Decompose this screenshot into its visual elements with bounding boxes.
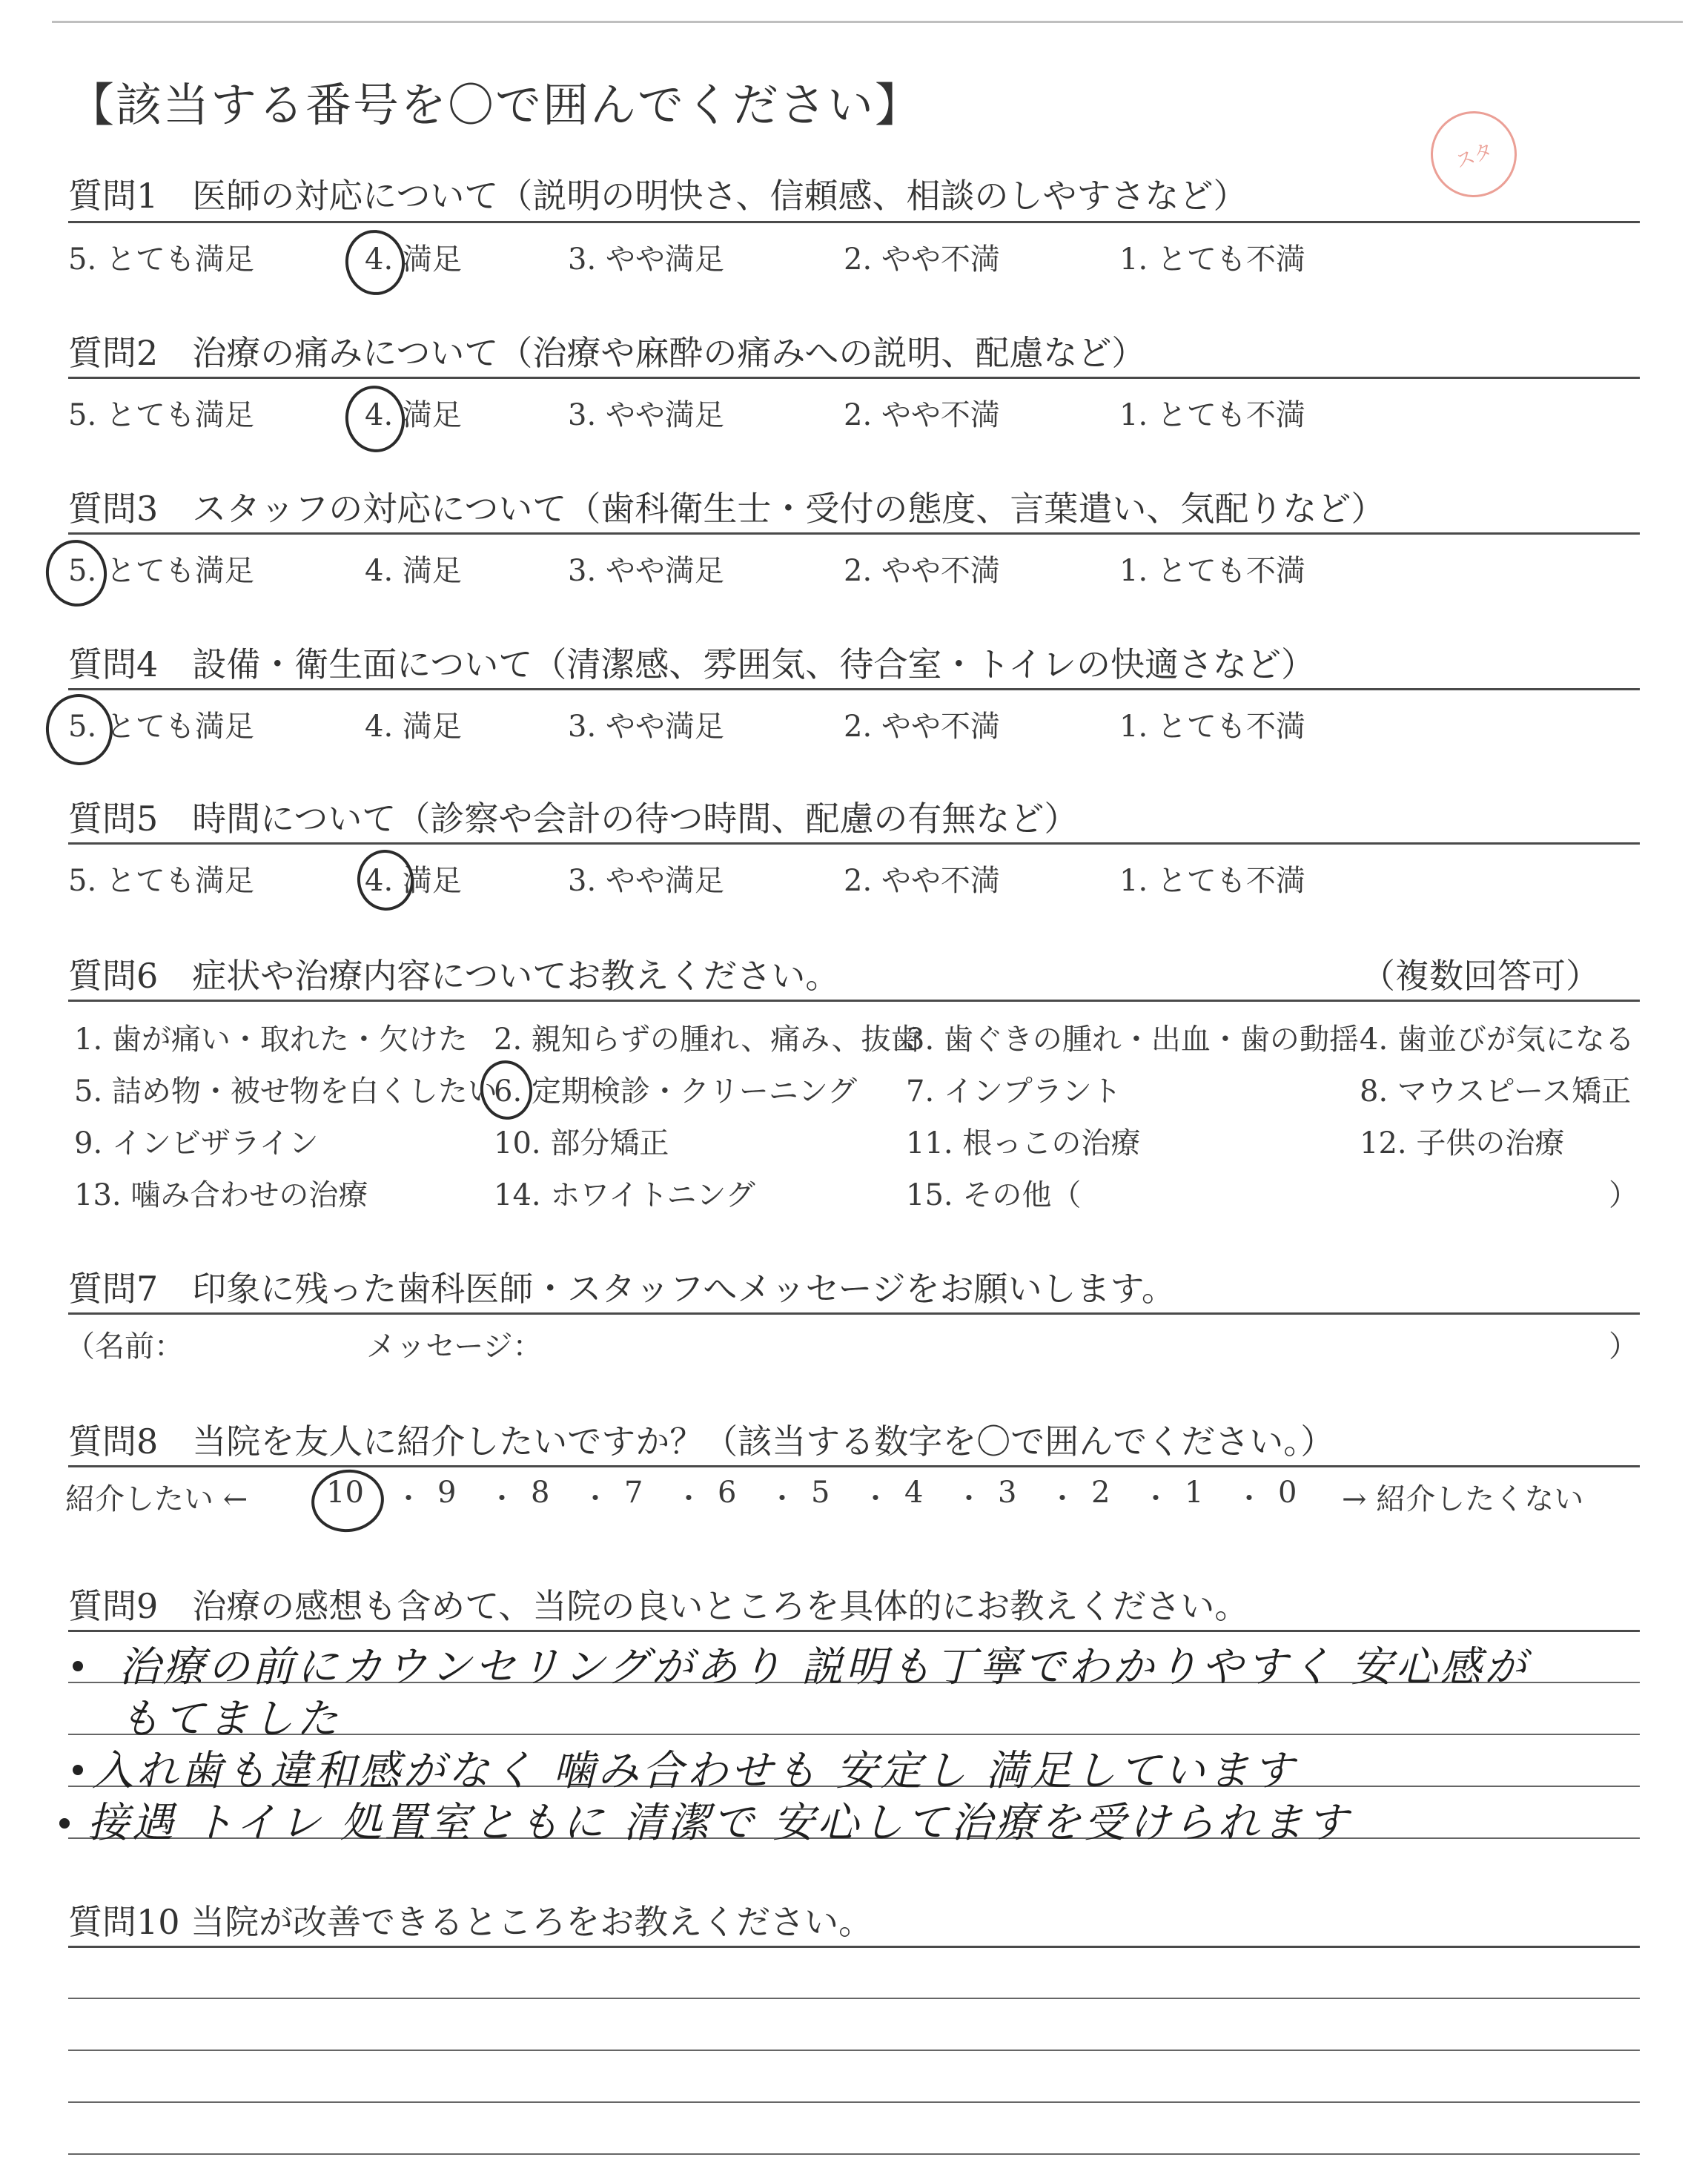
q3-option-5[interactable]: 5. とても満足 [68, 554, 254, 588]
q4-option-3[interactable]: 3. やや満足 [568, 710, 724, 744]
q2-option-3[interactable]: 3. やや満足 [568, 398, 724, 432]
q8-score-0[interactable]: 0 [1278, 1476, 1297, 1510]
q2-option-4[interactable]: 4. 満足 [365, 398, 462, 432]
q5-option-4[interactable]: 4. 満足 [365, 864, 462, 898]
q8-dot: ・ [1142, 1482, 1171, 1515]
q8-dot: ・ [768, 1482, 797, 1515]
q2-option-5[interactable]: 5. とても満足 [68, 398, 254, 432]
q8-score-6[interactable]: 6 [718, 1476, 737, 1510]
q9-bullet [73, 1765, 83, 1775]
q3-option-3[interactable]: 3. やや満足 [568, 554, 724, 588]
q8-dot: ・ [394, 1482, 423, 1515]
q6-item-4[interactable]: 4. 歯並びが気になる [1360, 1023, 1635, 1057]
q3-option-4[interactable]: 4. 満足 [365, 554, 462, 588]
top-border [52, 21, 1683, 23]
q6-item-14[interactable]: 14. ホワイトニング [494, 1178, 755, 1212]
q3-heading: 質問3 スタッフの対応について（歯科衛生士・受付の態度、言葉遣い、気配りなど） [68, 489, 1386, 529]
q8-dot: ・ [955, 1482, 984, 1515]
q6-item-5[interactable]: 5. 詰め物・被せ物を白くしたい [74, 1074, 497, 1109]
q5-heading: 質問5 時間について（診察や会計の待つ時間、配慮の有無など） [68, 799, 1079, 839]
q2-option-1[interactable]: 1. とても不満 [1119, 398, 1305, 432]
q5-selected-circle [354, 846, 418, 914]
q7-message-label: メッセージ： [366, 1330, 543, 1364]
q6-item-12[interactable]: 12. 子供の治療 [1360, 1126, 1565, 1160]
q8-dot: ・ [675, 1482, 704, 1515]
q6-item-7[interactable]: 7. インプラント [906, 1074, 1122, 1109]
q8-dot: ・ [861, 1482, 890, 1515]
q6-item-10[interactable]: 10. 部分矯正 [494, 1126, 669, 1160]
q8-left-label: 紹介したい ← [65, 1482, 248, 1516]
q4-option-4[interactable]: 4. 満足 [365, 710, 462, 744]
q2-option-2[interactable]: 2. やや不満 [844, 398, 1000, 432]
q3-option-2[interactable]: 2. やや不満 [844, 554, 1000, 588]
q1-option-3[interactable]: 3. やや満足 [568, 242, 724, 277]
q6-item-9[interactable]: 9. インビザライン [74, 1126, 319, 1160]
q8-score-5[interactable]: 5 [811, 1476, 830, 1510]
q6-item-15-close: ） [1609, 1178, 1638, 1212]
q6-selected-circle [477, 1057, 536, 1123]
q6-item-8[interactable]: 8. マウスピース矯正 [1360, 1074, 1632, 1109]
q1-option-2[interactable]: 2. やや不満 [844, 242, 1000, 277]
page-title: 【該当する番号を〇で囲んでください】 [68, 78, 923, 132]
q8-selected-circle [308, 1465, 388, 1537]
q7-heading: 質問7 印象に残った歯科医師・スタッフへメッセージをお願いします。 [68, 1269, 1176, 1309]
q8-dot: ・ [1235, 1482, 1264, 1515]
q8-score-2[interactable]: 2 [1091, 1476, 1110, 1510]
q3-option-1[interactable]: 1. とても不満 [1119, 554, 1305, 588]
q9-heading: 質問9 治療の感想も含めて、当院の良いところを具体的にお教えください。 [68, 1586, 1249, 1626]
q8-right-label: → 紹介したくない [1342, 1482, 1584, 1516]
q7-close-paren: ） [1609, 1330, 1638, 1364]
staff-seal-stamp: スタ [1419, 99, 1529, 210]
q4-selected-circle [42, 690, 117, 770]
q6-item-1[interactable]: 1. 歯が痛い・取れた・欠けた [74, 1023, 468, 1057]
q7-name-label: （名前： [65, 1330, 184, 1364]
q6-item-13[interactable]: 13. 噛み合わせの治療 [74, 1178, 368, 1212]
q9-answer-line-1: 治療の前にカウンセリングがあり 説明も丁寧でわかりやすく 安心感が [119, 1643, 1529, 1691]
q8-score-1[interactable]: 1 [1185, 1476, 1204, 1510]
q6-item-2[interactable]: 2. 親知らずの腫れ、痛み、抜歯 [494, 1023, 921, 1057]
q10-heading: 質問10 当院が改善できるところをお教えください。 [68, 1902, 873, 1942]
q8-heading: 質問8 当院を友人に紹介したいですか？（該当する数字を〇で囲んでください。） [68, 1421, 1335, 1462]
q4-option-5[interactable]: 5. とても満足 [68, 710, 254, 744]
q6-heading: 質問6 症状や治療内容についてお教えください。 [68, 956, 840, 996]
q8-score-8[interactable]: 8 [531, 1476, 550, 1510]
q9-bullet [59, 1818, 70, 1829]
q5-option-5[interactable]: 5. とても満足 [68, 864, 254, 898]
q6-multiple-note: （複数回答可） [1361, 956, 1600, 996]
q8-score-9[interactable]: 9 [437, 1476, 457, 1510]
q8-score-4[interactable]: 4 [904, 1476, 924, 1510]
q8-score-3[interactable]: 3 [998, 1476, 1017, 1510]
q1-option-1[interactable]: 1. とても不満 [1119, 242, 1305, 277]
q8-score-10[interactable]: 10 [326, 1476, 364, 1510]
q9-answer-line-4: 接遇 トイレ 処置室ともに 清潔で 安心して治療を受けられます [87, 1799, 1351, 1847]
q8-score-7[interactable]: 7 [624, 1476, 643, 1510]
q6-item-3[interactable]: 3. 歯ぐきの腫れ・出血・歯の動揺 [906, 1023, 1359, 1057]
q4-option-1[interactable]: 1. とても不満 [1119, 710, 1305, 744]
q5-option-1[interactable]: 1. とても不満 [1119, 864, 1305, 898]
q6-item-6[interactable]: 6. 定期検診・クリーニング [494, 1074, 858, 1109]
q8-dot: ・ [1048, 1482, 1077, 1515]
q6-item-11[interactable]: 11. 根っこの治療 [906, 1126, 1141, 1160]
q6-item-15[interactable]: 15. その他（ [906, 1178, 1082, 1212]
q5-option-3[interactable]: 3. やや満足 [568, 864, 724, 898]
q4-option-2[interactable]: 2. やや不満 [844, 710, 1000, 744]
q8-dot: ・ [581, 1482, 610, 1515]
q9-bullet [73, 1661, 83, 1671]
q2-heading: 質問2 治療の痛みについて（治療や麻酔の痛みへの説明、配慮など） [68, 333, 1146, 373]
q1-option-4[interactable]: 4. 満足 [365, 242, 462, 277]
q9-answer-line-3: 入れ歯も違和感がなく 噛み合わせも 安定し 満足しています [92, 1747, 1297, 1795]
q5-option-2[interactable]: 2. やや不満 [844, 864, 1000, 898]
q1-heading: 質問1 医師の対応について（説明の明快さ、信頼感、相談のしやすさなど） [68, 176, 1248, 216]
q4-heading: 質問4 設備・衛生面について（清潔感、雰囲気、待合室・トイレの快適さなど） [68, 644, 1316, 684]
q8-dot: ・ [488, 1482, 517, 1515]
q9-answer-line-2: もてました [119, 1695, 341, 1743]
q1-option-5[interactable]: 5. とても満足 [68, 242, 254, 277]
